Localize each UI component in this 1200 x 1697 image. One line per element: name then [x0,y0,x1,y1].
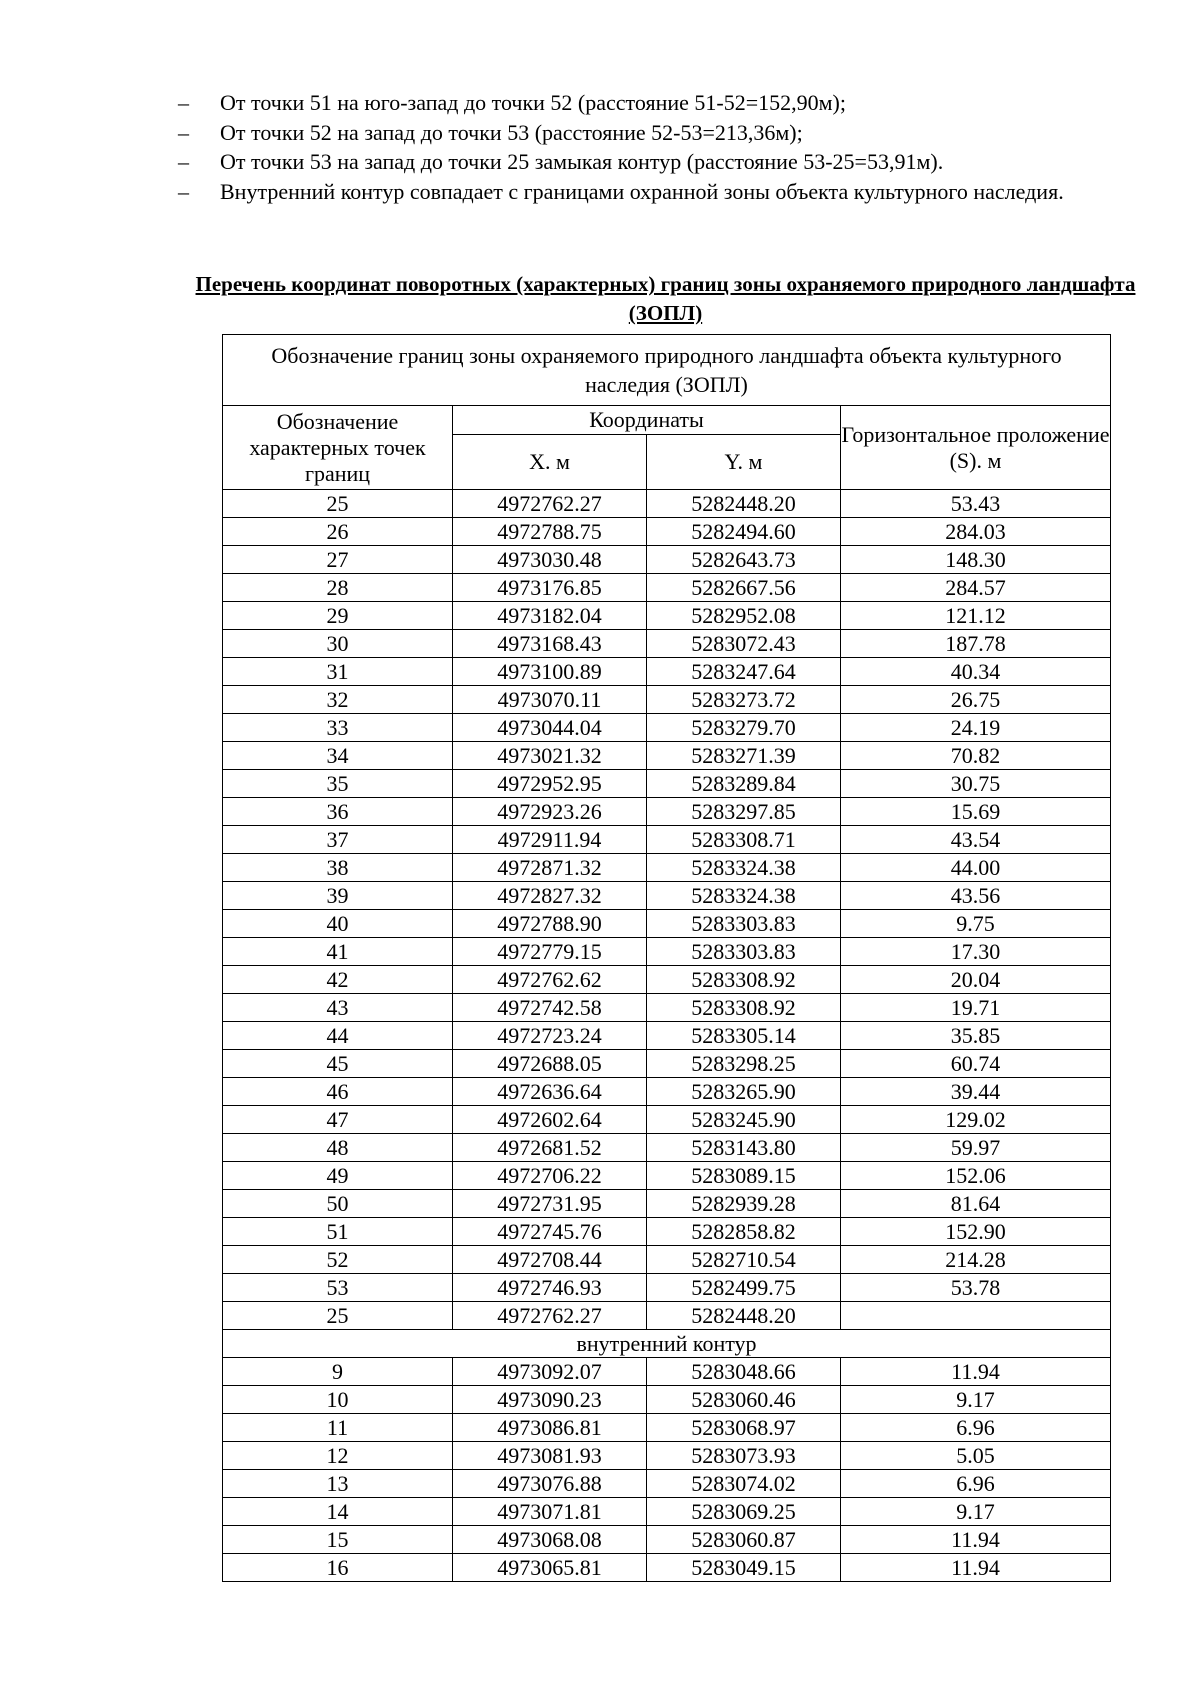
cell-distance: 43.54 [841,826,1111,854]
cell-distance: 81.64 [841,1190,1111,1218]
cell-x: 4972688.05 [453,1050,647,1078]
cell-y: 5282494.60 [647,518,841,546]
cell-point: 30 [223,630,453,658]
cell-x: 4973076.88 [453,1470,647,1498]
cell-y: 5283060.46 [647,1386,841,1414]
table-row [223,1414,1111,1442]
cell-x: 4972708.44 [453,1246,647,1274]
table-row [223,714,1111,742]
cell-distance: 39.44 [841,1078,1111,1106]
list-item-text: От точки 52 на запад до точки 53 (расстояние 52-53=213,36м); [220,119,803,145]
table-row [223,602,1111,630]
inner-contour-section [223,1330,1111,1358]
cell-distance: 5.05 [841,1442,1111,1470]
table-row [223,1358,1111,1386]
cell-y: 5282710.54 [647,1246,841,1274]
table-row [223,798,1111,826]
cell-distance: 30.75 [841,770,1111,798]
table-row [223,938,1111,966]
cell-distance: 152.90 [841,1218,1111,1246]
cell-y: 5283298.25 [647,1050,841,1078]
cell-x: 4972827.32 [453,882,647,910]
table-row [223,1554,1111,1582]
cell-x: 4972681.52 [453,1134,647,1162]
table-row [223,1106,1111,1134]
table-row [223,546,1111,574]
cell-y: 5283324.38 [647,882,841,910]
cell-distance: 20.04 [841,966,1111,994]
coordinates-table [222,334,1111,1582]
list-dash: – [178,178,189,204]
cell-point: 9 [223,1358,453,1386]
cell-point: 25 [223,1302,453,1330]
cell-y: 5283245.90 [647,1106,841,1134]
cell-x: 4973070.11 [453,686,647,714]
table-row [223,994,1111,1022]
cell-y: 5282952.08 [647,602,841,630]
table-row [223,1302,1111,1330]
cell-y: 5283072.43 [647,630,841,658]
cell-y: 5283308.92 [647,994,841,1022]
cell-x: 4972788.75 [453,518,647,546]
cell-x: 4972788.90 [453,910,647,938]
cell-point: 10 [223,1386,453,1414]
cell-distance: 35.85 [841,1022,1111,1050]
cell-y: 5283048.66 [647,1358,841,1386]
cell-distance: 9.17 [841,1386,1111,1414]
cell-distance: 53.43 [841,490,1111,518]
cell-point: 29 [223,602,453,630]
cell-y: 5283068.97 [647,1414,841,1442]
section-title: Перечень координат поворотных (характерных) границ зоны охраняемого природного ландшафта (ЗОПЛ) [195,272,1136,325]
cell-y: 5283265.90 [647,1078,841,1106]
column-header-coordinates: Координаты [453,406,841,435]
cell-point: 32 [223,686,453,714]
cell-y: 5283074.02 [647,1470,841,1498]
table-row [223,1190,1111,1218]
table-row [223,1498,1111,1526]
cell-distance: 17.30 [841,938,1111,966]
cell-x: 4972762.27 [453,490,647,518]
cell-y: 5283069.25 [647,1498,841,1526]
table-row [223,1526,1111,1554]
cell-x: 4972742.58 [453,994,647,1022]
list-item [178,147,1153,177]
cell-point: 44 [223,1022,453,1050]
table-row [223,1274,1111,1302]
cell-x: 4973176.85 [453,574,647,602]
cell-point: 14 [223,1498,453,1526]
cell-distance: 187.78 [841,630,1111,658]
cell-distance: 24.19 [841,714,1111,742]
cell-x: 4972636.64 [453,1078,647,1106]
cell-y: 5283289.84 [647,770,841,798]
cell-point: 39 [223,882,453,910]
cell-x: 4973065.81 [453,1554,647,1582]
cell-x: 4972602.64 [453,1106,647,1134]
cell-y: 5283324.38 [647,854,841,882]
cell-point: 12 [223,1442,453,1470]
cell-point: 47 [223,1106,453,1134]
cell-distance [841,1302,1111,1330]
list-item [178,88,1153,118]
cell-y: 5282499.75 [647,1274,841,1302]
cell-point: 15 [223,1526,453,1554]
table-row [223,966,1111,994]
inner-contour-rows [223,1358,1111,1582]
cell-x: 4973071.81 [453,1498,647,1526]
cell-distance: 284.57 [841,574,1111,602]
list-item [178,177,1153,207]
cell-point: 53 [223,1274,453,1302]
cell-distance: 6.96 [841,1414,1111,1442]
cell-point: 27 [223,546,453,574]
list-item-text: От точки 51 на юго-запад до точки 52 (расстояние 51-52=152,90м); [220,90,846,115]
cell-y: 5282939.28 [647,1190,841,1218]
cell-point: 34 [223,742,453,770]
cell-point: 51 [223,1218,453,1246]
cell-x: 4972731.95 [453,1190,647,1218]
table-row [223,1386,1111,1414]
cell-y: 5283308.71 [647,826,841,854]
table-row [223,1162,1111,1190]
table-row [223,910,1111,938]
cell-distance: 148.30 [841,546,1111,574]
table-row [223,574,1111,602]
column-header-distance: Горизонтальное проложение (S). м [841,406,1111,490]
cell-point: 52 [223,1246,453,1274]
table-row [223,686,1111,714]
cell-y: 5283303.83 [647,938,841,966]
list-item-text: От точки 53 на запад до точки 25 замыкая контур (расстояние 53-25=53,91м). [220,149,944,174]
table-row [223,490,1111,518]
cell-point: 13 [223,1470,453,1498]
table-row [223,770,1111,798]
cell-y: 5283060.87 [647,1526,841,1554]
cell-y: 5283271.39 [647,742,841,770]
table-row [223,742,1111,770]
cell-x: 4973030.48 [453,546,647,574]
cell-x: 4972723.24 [453,1022,647,1050]
cell-y: 5282448.20 [647,1302,841,1330]
cell-point: 26 [223,518,453,546]
inner-contour-label: внутренний контур [223,1330,1111,1358]
column-header-point: Обозначение характерных точек границ [223,406,453,490]
cell-y: 5283143.80 [647,1134,841,1162]
cell-point: 50 [223,1190,453,1218]
cell-point: 28 [223,574,453,602]
cell-point: 49 [223,1162,453,1190]
cell-point: 33 [223,714,453,742]
cell-y: 5282858.82 [647,1218,841,1246]
cell-distance: 11.94 [841,1526,1111,1554]
cell-distance: 43.56 [841,882,1111,910]
table-row [223,882,1111,910]
table-row [223,1022,1111,1050]
cell-y: 5283308.92 [647,966,841,994]
column-header-y: Y. м [647,435,841,490]
cell-y: 5283279.70 [647,714,841,742]
table-row [223,1050,1111,1078]
cell-y: 5283273.72 [647,686,841,714]
cell-distance: 40.34 [841,658,1111,686]
cell-y: 5283073.93 [647,1442,841,1470]
cell-x: 4973068.08 [453,1526,647,1554]
table-row [223,1442,1111,1470]
cell-distance: 129.02 [841,1106,1111,1134]
cell-point: 41 [223,938,453,966]
cell-y: 5282667.56 [647,574,841,602]
cell-y: 5283297.85 [647,798,841,826]
cell-point: 11 [223,1414,453,1442]
table-row [223,518,1111,546]
cell-x: 4972706.22 [453,1162,647,1190]
cell-point: 31 [223,658,453,686]
list-dash: – [178,119,189,145]
cell-point: 36 [223,798,453,826]
table-row [223,1218,1111,1246]
cell-x: 4972923.26 [453,798,647,826]
cell-point: 48 [223,1134,453,1162]
cell-distance: 11.94 [841,1358,1111,1386]
cell-x: 4972911.94 [453,826,647,854]
cell-point: 38 [223,854,453,882]
cell-y: 5283247.64 [647,658,841,686]
list-item-text: Внутренний контур совпадает с границами охранной зоны объекта культурного наследия. [220,178,1064,204]
cell-distance: 26.75 [841,686,1111,714]
cell-x: 4972779.15 [453,938,647,966]
cell-y: 5283305.14 [647,1022,841,1050]
list-dash: – [178,149,189,174]
cell-distance: 9.17 [841,1498,1111,1526]
cell-x: 4973182.04 [453,602,647,630]
cell-point: 16 [223,1554,453,1582]
cell-point: 43 [223,994,453,1022]
table-row [223,1134,1111,1162]
cell-point: 42 [223,966,453,994]
cell-point: 37 [223,826,453,854]
table-row [223,826,1111,854]
list-item [178,118,1153,148]
table-caption: Обозначение границ зоны охраняемого природного ландшафта объекта культурного наследия (ЗОПЛ) [223,335,1111,406]
outer-contour-rows [223,490,1111,1330]
cell-y: 5283049.15 [647,1554,841,1582]
cell-distance: 9.75 [841,910,1111,938]
table-row [223,1470,1111,1498]
cell-point: 35 [223,770,453,798]
cell-y: 5282643.73 [647,546,841,574]
boundary-description-list [178,88,1153,206]
cell-distance: 121.12 [841,602,1111,630]
cell-x: 4972762.27 [453,1302,647,1330]
list-dash: – [178,90,189,115]
cell-x: 4973021.32 [453,742,647,770]
cell-x: 4973090.23 [453,1386,647,1414]
cell-distance: 53.78 [841,1274,1111,1302]
cell-x: 4973044.04 [453,714,647,742]
cell-x: 4973100.89 [453,658,647,686]
table-row [223,1246,1111,1274]
table-row [223,854,1111,882]
cell-distance: 19.71 [841,994,1111,1022]
table-row [223,1078,1111,1106]
table-row [223,630,1111,658]
section-row [223,1330,1111,1358]
cell-x: 4972745.76 [453,1218,647,1246]
table-row [223,658,1111,686]
cell-distance: 60.74 [841,1050,1111,1078]
cell-x: 4972871.32 [453,854,647,882]
cell-distance: 59.97 [841,1134,1111,1162]
column-header-x: X. м [453,435,647,490]
cell-distance: 70.82 [841,742,1111,770]
cell-distance: 11.94 [841,1554,1111,1582]
cell-x: 4973092.07 [453,1358,647,1386]
cell-distance: 15.69 [841,798,1111,826]
cell-distance: 214.28 [841,1246,1111,1274]
cell-x: 4973081.93 [453,1442,647,1470]
cell-point: 45 [223,1050,453,1078]
cell-x: 4972746.93 [453,1274,647,1302]
cell-x: 4973168.43 [453,630,647,658]
cell-y: 5282448.20 [647,490,841,518]
cell-distance: 284.03 [841,518,1111,546]
cell-point: 40 [223,910,453,938]
cell-y: 5283089.15 [647,1162,841,1190]
cell-distance: 44.00 [841,854,1111,882]
cell-x: 4973086.81 [453,1414,647,1442]
cell-distance: 6.96 [841,1470,1111,1498]
cell-y: 5283303.83 [647,910,841,938]
cell-point: 25 [223,490,453,518]
cell-x: 4972762.62 [453,966,647,994]
cell-distance: 152.06 [841,1162,1111,1190]
cell-x: 4972952.95 [453,770,647,798]
cell-point: 46 [223,1078,453,1106]
